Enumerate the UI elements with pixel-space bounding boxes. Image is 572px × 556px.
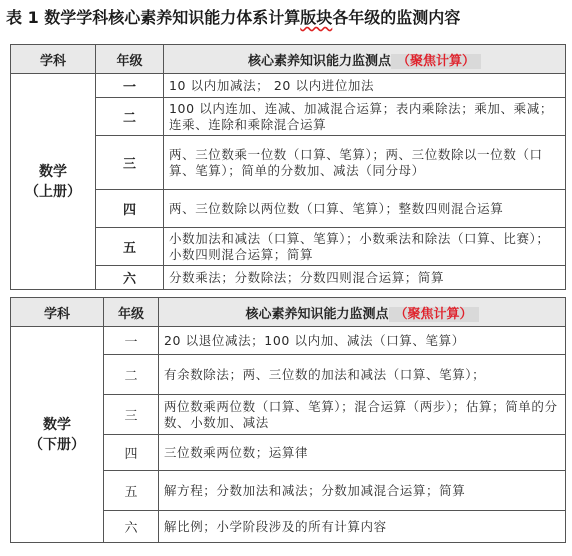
- content-cell: 100 以内连加、连减、加减混合运算；表内乘除法；乘加、乘减； 连乘、连除和乘除混合运算: [164, 98, 566, 136]
- content-cell: 两、三位数乘一位数（口算、笔算）；两、三位数除以一位数（口算、笔算）；简单的分数加、减法（同分母）: [164, 136, 566, 190]
- grade-cell: 四: [96, 190, 164, 228]
- content-cell: 两位数乘两位数（口算、笔算）；混合运算（两步）；估算；简单的分数、小数加、减法: [159, 395, 566, 435]
- header-content-label: 核心素养知识能力监测点: [247, 53, 391, 69]
- header-subject: 学科: [11, 45, 96, 74]
- focus-badge: （聚焦计算）: [389, 307, 479, 322]
- subject-name: 数学: [43, 416, 71, 433]
- content-cell: 20 以退位减法；100 以内加、减法（口算、笔算）: [159, 327, 566, 355]
- content-cell: 有余数除法；两、三位数的加法和减法（口算、笔算）；: [159, 355, 566, 395]
- table-row: [11, 74, 566, 98]
- content-cell: 分数乘法；分数除法；分数四则混合运算；简算: [164, 266, 566, 290]
- focus-badge: （聚焦计算）: [391, 54, 481, 69]
- header-grade: 年级: [96, 45, 164, 74]
- header-content: [159, 298, 566, 327]
- table-title: [6, 4, 460, 32]
- content-cell: 小数加法和减法（口算、笔算）；小数乘法和除法（口算、比赛）；小数四则混合运算；简算: [164, 228, 566, 266]
- title-suffix: 各年级的监测内容: [332, 8, 461, 27]
- lower-volume-table: [10, 297, 566, 543]
- grade-cell: 二: [96, 98, 164, 136]
- grade-cell: 三: [96, 136, 164, 190]
- table-header-row: [11, 298, 566, 327]
- grade-cell: 六: [96, 266, 164, 290]
- grade-cell: 五: [96, 228, 164, 266]
- table-header-row: [11, 45, 566, 74]
- grade-cell: 五: [104, 471, 159, 511]
- grade-cell: 二: [104, 355, 159, 395]
- header-grade: 年级: [104, 298, 159, 327]
- subject-volume: （下册）: [29, 436, 85, 453]
- header-subject: 学科: [11, 298, 104, 327]
- header-content-label: 核心素养知识能力监测点: [245, 306, 389, 322]
- content-cell: 解方程；分数加法和减法；分数加减混合运算；简算: [159, 471, 566, 511]
- content-cell: 三位数乘两位数；运算律: [159, 435, 566, 471]
- grade-cell: 四: [104, 435, 159, 471]
- content-cell: 解比例；小学阶段涉及的所有计算内容: [159, 511, 566, 543]
- title-prefix: 表 1 数学学科核心素养知识能力体系计算: [6, 8, 301, 27]
- grade-cell: 一: [104, 327, 159, 355]
- content-cell: 两、三位数除以两位数（口算、笔算）；整数四则混合运算: [164, 190, 566, 228]
- grade-cell: 三: [104, 395, 159, 435]
- subject-volume: （上册）: [25, 183, 81, 200]
- title-wavy-word: 版块: [300, 8, 333, 27]
- grade-cell: 一: [96, 74, 164, 98]
- content-cell: 10 以内加减法； 20 以内进位加法: [164, 74, 566, 98]
- subject-cell: [11, 74, 96, 290]
- grade-cell: 六: [104, 511, 159, 543]
- subject-name: 数学: [39, 163, 67, 180]
- subject-cell: [11, 327, 104, 543]
- upper-volume-table: [10, 44, 566, 290]
- header-content: [164, 45, 566, 74]
- table-row: [11, 327, 566, 355]
